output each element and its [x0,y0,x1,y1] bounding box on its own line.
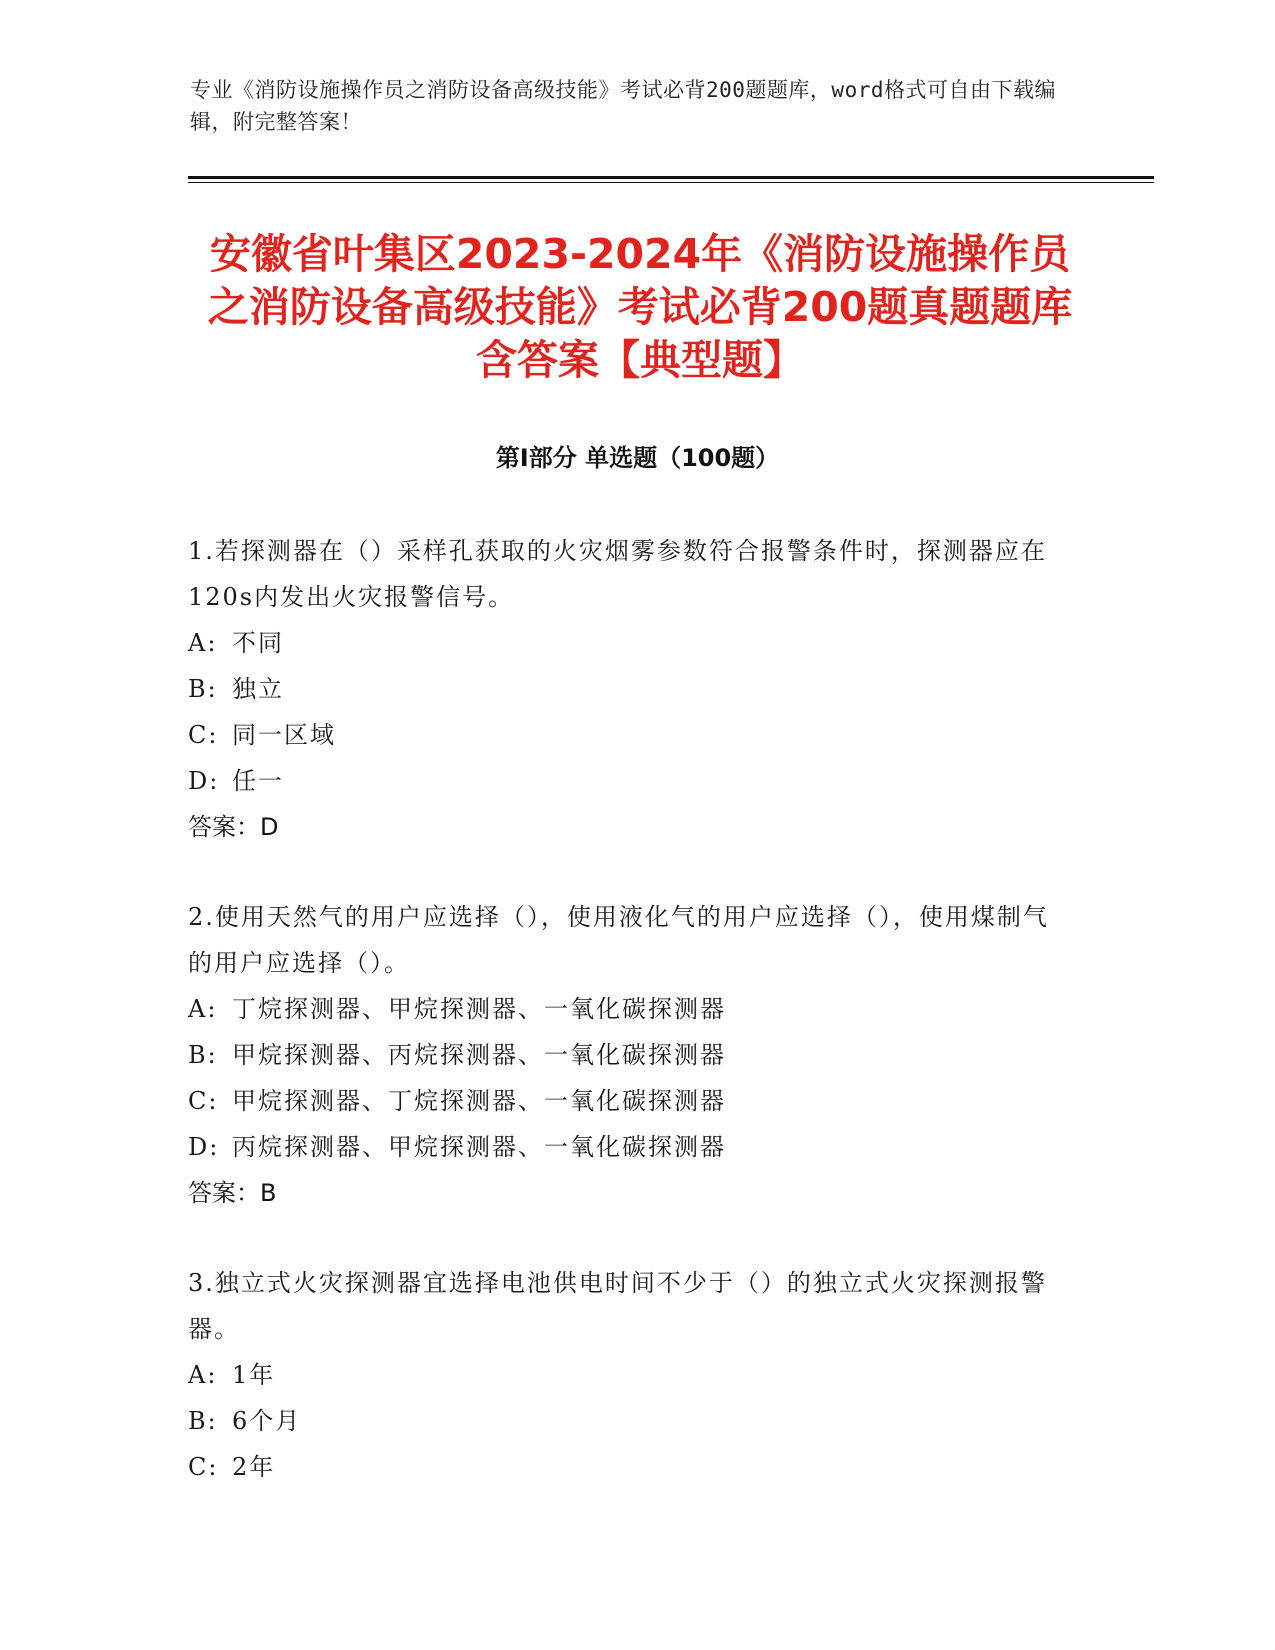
option-key: C: [188,721,219,749]
header-rule-thick [188,176,1154,179]
option-key: D: [188,767,220,795]
question-1 [188,528,1068,850]
question-list [188,528,1068,1534]
option-c [188,1444,1068,1490]
option-d [188,1124,1068,1170]
option-a [188,1352,1068,1398]
option-text: 1年 [232,1361,276,1389]
option-key: C: [188,1453,219,1481]
answer-line: 答案：B [188,1179,277,1207]
option-key: C: [188,1087,219,1115]
option-text: 独立 [232,675,284,703]
option-key: B: [188,1407,218,1435]
option-key: A: [188,1361,218,1389]
question-2 [188,894,1068,1216]
header-rule-thin [188,182,1154,183]
option-c [188,1078,1068,1124]
option-a [188,986,1068,1032]
option-b [188,666,1068,712]
answer-line: 答案：D [188,813,279,841]
question-text: 3.独立式火灾探测器宜选择电池供电时间不少于（）的独立式火灾探测报警器。 [188,1269,1047,1343]
header-note: 专业《消防设施操作员之消防设备高级技能》考试必背200题题库，word格式可自由下载编辑，附完整答案！ [190,78,1056,134]
option-text: 6个月 [232,1407,302,1435]
option-text: 任一 [232,767,284,795]
option-b [188,1032,1068,1078]
option-c [188,712,1068,758]
option-key: B: [188,1041,218,1069]
option-key: A: [188,629,218,657]
option-text: 不同 [232,629,284,657]
option-b [188,1398,1068,1444]
option-text: 丙烷探测器、甲烷探测器、一氧化碳探测器 [232,1133,726,1161]
option-text: 2年 [232,1453,276,1481]
question-text: 2.使用天然气的用户应选择（），使用液化气的用户应选择（），使用煤制气的用户应选择（）。 [188,903,1049,977]
option-text: 同一区域 [232,721,336,749]
option-a [188,620,1068,666]
option-key: D: [188,1133,220,1161]
option-text: 丁烷探测器、甲烷探测器、一氧化碳探测器 [232,995,726,1023]
option-text: 甲烷探测器、丁烷探测器、一氧化碳探测器 [232,1087,726,1115]
option-d [188,758,1068,804]
section-heading: 第I部分 单选题（100题） [495,444,780,472]
option-key: B: [188,675,218,703]
document-title: 安徽省叶集区2023-2024年《消防设施操作员之消防设备高级技能》考试必背200题真题题库含答案【典型题】 [207,230,1073,384]
option-key: A: [188,995,218,1023]
question-text: 1.若探测器在（）采样孔获取的火灾烟雾参数符合报警条件时，探测器应在120s内发出火灾报警信号。 [188,537,1047,611]
question-3 [188,1260,1068,1490]
option-text: 甲烷探测器、丙烷探测器、一氧化碳探测器 [232,1041,726,1069]
